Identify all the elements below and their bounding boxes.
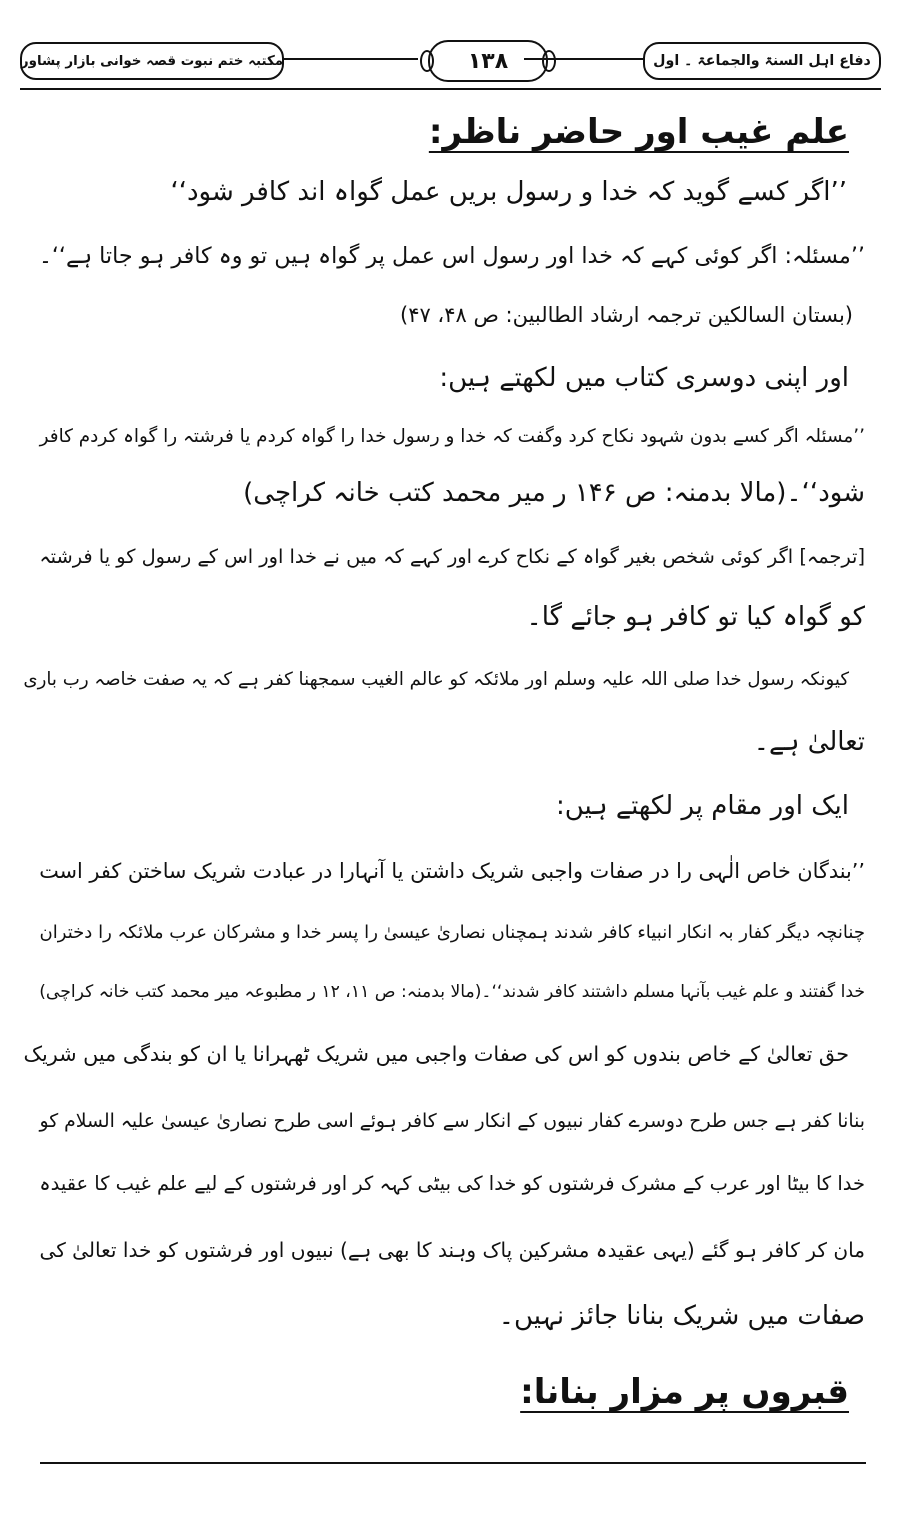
paragraph-line: صفات میں شریک بنانا جائز نہیں۔: [498, 1301, 865, 1331]
paragraph-line: مان کر کافر ہو گئے (یہی عقیدہ مشرکین پاک وہند کا بھی ہے) نبیوں اور فرشتوں کو خدا تعالیٰ کی: [39, 1238, 865, 1262]
book-title: دفاع اہل السنۃ والجماعۃ ۔ اول: [643, 42, 881, 80]
paragraph-line: خدا کا بیٹا اور عرب کے مشرک فرشتوں کو خدا کی بیٹی کہہ کر اور فرشتوں کے لیے علم غیب کا عقیدہ: [39, 1172, 865, 1195]
header-rule: [20, 88, 881, 90]
page-number: ۱۳۸: [428, 40, 548, 82]
section-heading: قبروں پر مزار بنانا:: [520, 1372, 849, 1412]
paragraph-line: بنانا کفر ہے جس طرح دوسرے کفار نبیوں کے انکار سے کافر ہوئے اسی طرح نصاریٰ عیسیٰ علیہ السلام کو: [39, 1111, 865, 1132]
quote-persian: ’’اگر کسے گوید کہ خدا و رسول بریں عمل گواہ اند کافر شود‘‘: [170, 177, 847, 207]
paragraph-line: حق تعالیٰ کے خاص بندوں کو اس کی صفات واجبی میں شریک ٹھہرانا یا ان کو بندگی میں شریک: [23, 1042, 849, 1066]
quote-line: ’’بندگان خاص الٰہی را در صفات واجبی شریک داشتن یا آنہارا در عبادت شریک ساختن کفر است: [39, 859, 865, 883]
header-divider-left: [282, 58, 418, 60]
quote-line: خدا گفتند و علم غیب بآنہا مسلم داشتند کافر شدند‘‘۔(مالا بدمنہ: ص ۱۱، ۱۲ ر مطبوعہ میر محمد کتب خانہ کراچی): [39, 982, 865, 1002]
paragraph-line: تعالیٰ ہے۔: [753, 727, 865, 757]
footer-rule: [40, 1462, 866, 1464]
paragraph-line: ایک اور مقام پر لکھتے ہیں:: [555, 791, 849, 821]
publisher-label: مکتبہ ختم نبوت قصہ خوانی بازار پشاور: [20, 42, 284, 80]
quote-urdu-translation: ’’مسئلہ: اگر کوئی کہے کہ خدا اور رسول اس عمل پر گواہ ہیں تو وہ کافر ہو جاتا ہے‘‘۔: [38, 243, 865, 269]
paragraph-line: شود‘‘۔(مالا بدمنہ: ص ۱۴۶ ر میر محمد کتب خانہ کراچی): [243, 478, 865, 508]
section-heading: علم غیب اور حاضر ناظر:: [428, 112, 849, 152]
page-header: [20, 38, 881, 84]
paragraph-line: کیونکہ رسول خدا صلی اللہ علیہ وسلم اور ملائکہ کو عالم الغیب سمجھنا کفر ہے کہ یہ صفت خاصہ رب باری: [23, 669, 849, 690]
paragraph-line: [ترجمہ] اگر کوئی شخص بغیر گواہ کے نکاح کرے اور کہے کہ میں نے خدا اور اس کے رسول کو یا فرشتہ: [39, 545, 865, 568]
reference-citation: (بستان السالکین ترجمہ ارشاد الطالبین: ص ۴۸، ۴۷): [399, 303, 853, 327]
header-divider-right: [524, 58, 645, 60]
quote-line: چنانچہ دیگر کفار بہ انکار انبیاء کافر شدند ہمچناں نصاریٰ عیسیٰ را پسر خدا و مشرکان عرب ملائکہ را دختران: [39, 922, 865, 943]
paragraph-line: ’’مسئلہ اگر کسے بدون شہود نکاح کرد وگفت کہ خدا و رسول خدا را گواہ کردم یا فرشتہ را گواہ کردم کافر: [39, 426, 865, 447]
paragraph-line: کو گواہ کیا تو کافر ہو جائے گا۔: [526, 602, 865, 632]
paragraph-line: اور اپنی دوسری کتاب میں لکھتے ہیں:: [439, 363, 849, 393]
